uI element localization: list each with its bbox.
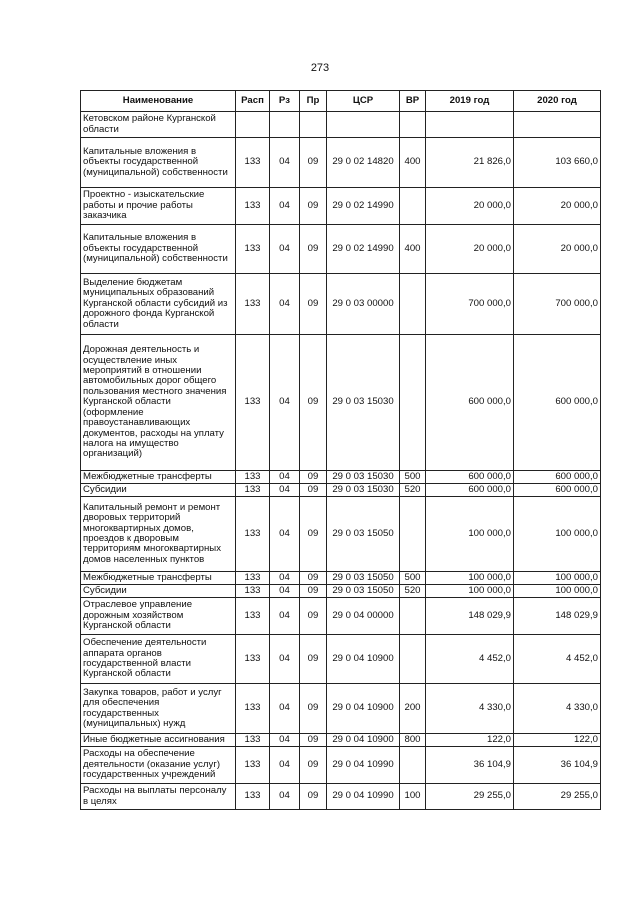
cell-rz bbox=[270, 112, 300, 138]
header-name: Наименование bbox=[81, 91, 236, 112]
cell-csr: 29 0 04 10990 bbox=[327, 784, 400, 810]
cell-vr: 400 bbox=[400, 138, 426, 188]
cell-2019: 700 000,0 bbox=[426, 274, 514, 335]
cell-name: Капитальные вложения в объекты государственной (муниципальной) собственности bbox=[81, 225, 236, 274]
cell-rasp: 133 bbox=[236, 335, 270, 471]
table-row bbox=[81, 471, 601, 484]
header-pr: Пр bbox=[300, 91, 327, 112]
cell-csr: 29 0 04 10900 bbox=[327, 635, 400, 684]
cell-rz: 04 bbox=[270, 497, 300, 572]
cell-vr bbox=[400, 112, 426, 138]
cell-pr: 09 bbox=[300, 497, 327, 572]
cell-2019: 4 452,0 bbox=[426, 635, 514, 684]
cell-name: Проектно - изыскательские работы и прочие работы заказчика bbox=[81, 188, 236, 225]
cell-pr: 09 bbox=[300, 484, 327, 497]
cell-rz: 04 bbox=[270, 484, 300, 497]
cell-pr: 09 bbox=[300, 572, 327, 585]
cell-csr: 29 0 03 15030 bbox=[327, 335, 400, 471]
cell-pr: 09 bbox=[300, 335, 327, 471]
table-row bbox=[81, 598, 601, 635]
cell-pr: 09 bbox=[300, 225, 327, 274]
cell-2019: 20 000,0 bbox=[426, 225, 514, 274]
cell-rasp: 133 bbox=[236, 484, 270, 497]
cell-csr: 29 0 04 00000 bbox=[327, 598, 400, 635]
cell-csr bbox=[327, 112, 400, 138]
cell-csr: 29 0 03 15050 bbox=[327, 572, 400, 585]
cell-vr: 500 bbox=[400, 572, 426, 585]
cell-rz: 04 bbox=[270, 138, 300, 188]
table-row bbox=[81, 274, 601, 335]
cell-vr bbox=[400, 335, 426, 471]
cell-2020: 103 660,0 bbox=[514, 138, 601, 188]
cell-pr: 09 bbox=[300, 747, 327, 784]
cell-rz: 04 bbox=[270, 585, 300, 598]
cell-name: Межбюджетные трансферты bbox=[81, 471, 236, 484]
cell-name: Выделение бюджетам муниципальных образований Курганской области субсидий из дорожного фонда Курганской области bbox=[81, 274, 236, 335]
cell-name: Капитальные вложения в объекты государственной (муниципальной) собственности bbox=[81, 138, 236, 188]
cell-rz: 04 bbox=[270, 734, 300, 747]
cell-csr: 29 0 03 15030 bbox=[327, 484, 400, 497]
cell-vr bbox=[400, 497, 426, 572]
cell-2019: 100 000,0 bbox=[426, 572, 514, 585]
cell-rasp: 133 bbox=[236, 585, 270, 598]
cell-csr: 29 0 03 15030 bbox=[327, 471, 400, 484]
header-rasp: Расп bbox=[236, 91, 270, 112]
cell-csr: 29 0 04 10900 bbox=[327, 684, 400, 734]
cell-vr: 200 bbox=[400, 684, 426, 734]
cell-rz: 04 bbox=[270, 471, 300, 484]
cell-rasp: 133 bbox=[236, 572, 270, 585]
cell-rz: 04 bbox=[270, 784, 300, 810]
cell-name: Иные бюджетные ассигнования bbox=[81, 734, 236, 747]
cell-pr: 09 bbox=[300, 784, 327, 810]
cell-2020: 20 000,0 bbox=[514, 225, 601, 274]
cell-2019: 29 255,0 bbox=[426, 784, 514, 810]
cell-2020: 600 000,0 bbox=[514, 471, 601, 484]
cell-csr: 29 0 03 15050 bbox=[327, 497, 400, 572]
cell-2020: 100 000,0 bbox=[514, 497, 601, 572]
cell-vr bbox=[400, 598, 426, 635]
cell-csr: 29 0 02 14820 bbox=[327, 138, 400, 188]
cell-vr: 800 bbox=[400, 734, 426, 747]
cell-rasp: 133 bbox=[236, 497, 270, 572]
cell-vr bbox=[400, 635, 426, 684]
cell-name: Межбюджетные трансферты bbox=[81, 572, 236, 585]
cell-2020: 100 000,0 bbox=[514, 572, 601, 585]
table-row bbox=[81, 635, 601, 684]
cell-2019: 36 104,9 bbox=[426, 747, 514, 784]
cell-name: Отраслевое управление дорожным хозяйством Курганской области bbox=[81, 598, 236, 635]
cell-2020: 600 000,0 bbox=[514, 335, 601, 471]
cell-pr: 09 bbox=[300, 598, 327, 635]
cell-csr: 29 0 02 14990 bbox=[327, 188, 400, 225]
cell-csr: 29 0 03 00000 bbox=[327, 274, 400, 335]
header-2020: 2020 год bbox=[514, 91, 601, 112]
cell-rasp: 133 bbox=[236, 635, 270, 684]
cell-csr: 29 0 03 15050 bbox=[327, 585, 400, 598]
header-csr: ЦСР bbox=[327, 91, 400, 112]
budget-table bbox=[80, 90, 601, 810]
cell-2020: 4 330,0 bbox=[514, 684, 601, 734]
cell-rasp: 133 bbox=[236, 747, 270, 784]
cell-name: Дорожная деятельность и осуществление иных мероприятий в отношении автомобильных дорог общего пользования местного значения Курганской области (оформление правоустанавливающих документов, расходы на уплату налога на имущество организаций) bbox=[81, 335, 236, 471]
cell-csr: 29 0 04 10900 bbox=[327, 734, 400, 747]
cell-rz: 04 bbox=[270, 598, 300, 635]
cell-rz: 04 bbox=[270, 274, 300, 335]
cell-pr: 09 bbox=[300, 274, 327, 335]
cell-rasp: 133 bbox=[236, 471, 270, 484]
table-row bbox=[81, 497, 601, 572]
cell-name: Расходы на выплаты персоналу в целях bbox=[81, 784, 236, 810]
cell-rz: 04 bbox=[270, 572, 300, 585]
cell-2019: 21 826,0 bbox=[426, 138, 514, 188]
cell-pr: 09 bbox=[300, 188, 327, 225]
cell-rasp: 133 bbox=[236, 784, 270, 810]
cell-pr: 09 bbox=[300, 635, 327, 684]
cell-pr bbox=[300, 112, 327, 138]
cell-2020: 700 000,0 bbox=[514, 274, 601, 335]
cell-2019: 600 000,0 bbox=[426, 471, 514, 484]
cell-rasp: 133 bbox=[236, 274, 270, 335]
cell-name: Обеспечение деятельности аппарата органов государственной власти Курганской области bbox=[81, 635, 236, 684]
cell-pr: 09 bbox=[300, 138, 327, 188]
cell-pr: 09 bbox=[300, 471, 327, 484]
cell-2020: 148 029,9 bbox=[514, 598, 601, 635]
cell-rz: 04 bbox=[270, 188, 300, 225]
page-number: 273 bbox=[310, 62, 330, 74]
cell-2020: 20 000,0 bbox=[514, 188, 601, 225]
cell-name: Капитальный ремонт и ремонт дворовых территорий многоквартирных домов, проездов к дворовым территориям многоквартирных домов населенных пунктов bbox=[81, 497, 236, 572]
cell-rasp bbox=[236, 112, 270, 138]
cell-name: Субсидии bbox=[81, 484, 236, 497]
table-row bbox=[81, 225, 601, 274]
table-header-row bbox=[81, 91, 601, 112]
cell-2019: 122,0 bbox=[426, 734, 514, 747]
cell-csr: 29 0 02 14990 bbox=[327, 225, 400, 274]
header-vr: ВР bbox=[400, 91, 426, 112]
cell-rasp: 133 bbox=[236, 734, 270, 747]
cell-vr: 100 bbox=[400, 784, 426, 810]
cell-name: Кетовском районе Курганской области bbox=[81, 112, 236, 138]
cell-name: Субсидии bbox=[81, 585, 236, 598]
cell-vr: 520 bbox=[400, 585, 426, 598]
table-row bbox=[81, 572, 601, 585]
cell-2019: 600 000,0 bbox=[426, 335, 514, 471]
cell-name: Закупка товаров, работ и услуг для обеспечения государственных (муниципальных) нужд bbox=[81, 684, 236, 734]
cell-pr: 09 bbox=[300, 684, 327, 734]
cell-2019: 20 000,0 bbox=[426, 188, 514, 225]
cell-vr: 520 bbox=[400, 484, 426, 497]
cell-2020: 29 255,0 bbox=[514, 784, 601, 810]
cell-vr bbox=[400, 188, 426, 225]
cell-pr: 09 bbox=[300, 585, 327, 598]
table-row bbox=[81, 112, 601, 138]
table-row bbox=[81, 484, 601, 497]
table-row bbox=[81, 784, 601, 810]
cell-2019 bbox=[426, 112, 514, 138]
cell-name: Расходы на обеспечение деятельности (оказание услуг) государственных учреждений bbox=[81, 747, 236, 784]
cell-rz: 04 bbox=[270, 747, 300, 784]
cell-csr: 29 0 04 10990 bbox=[327, 747, 400, 784]
cell-2020: 4 452,0 bbox=[514, 635, 601, 684]
table-row bbox=[81, 335, 601, 471]
cell-vr: 500 bbox=[400, 471, 426, 484]
cell-rz: 04 bbox=[270, 684, 300, 734]
cell-vr bbox=[400, 274, 426, 335]
table-row bbox=[81, 585, 601, 598]
cell-2019: 600 000,0 bbox=[426, 484, 514, 497]
table-row bbox=[81, 188, 601, 225]
cell-rasp: 133 bbox=[236, 138, 270, 188]
table-row bbox=[81, 684, 601, 734]
table-row bbox=[81, 747, 601, 784]
cell-rasp: 133 bbox=[236, 188, 270, 225]
cell-2020: 100 000,0 bbox=[514, 585, 601, 598]
cell-2019: 100 000,0 bbox=[426, 497, 514, 572]
cell-2020 bbox=[514, 112, 601, 138]
cell-rz: 04 bbox=[270, 635, 300, 684]
table-row bbox=[81, 734, 601, 747]
cell-rasp: 133 bbox=[236, 225, 270, 274]
cell-rz: 04 bbox=[270, 225, 300, 274]
cell-rasp: 133 bbox=[236, 598, 270, 635]
cell-pr: 09 bbox=[300, 734, 327, 747]
cell-2019: 4 330,0 bbox=[426, 684, 514, 734]
cell-2020: 122,0 bbox=[514, 734, 601, 747]
cell-2020: 36 104,9 bbox=[514, 747, 601, 784]
table-row bbox=[81, 138, 601, 188]
header-rz: Рз bbox=[270, 91, 300, 112]
cell-2019: 148 029,9 bbox=[426, 598, 514, 635]
cell-2020: 600 000,0 bbox=[514, 484, 601, 497]
header-2019: 2019 год bbox=[426, 91, 514, 112]
cell-2019: 100 000,0 bbox=[426, 585, 514, 598]
cell-vr: 400 bbox=[400, 225, 426, 274]
cell-vr bbox=[400, 747, 426, 784]
cell-rz: 04 bbox=[270, 335, 300, 471]
cell-rasp: 133 bbox=[236, 684, 270, 734]
